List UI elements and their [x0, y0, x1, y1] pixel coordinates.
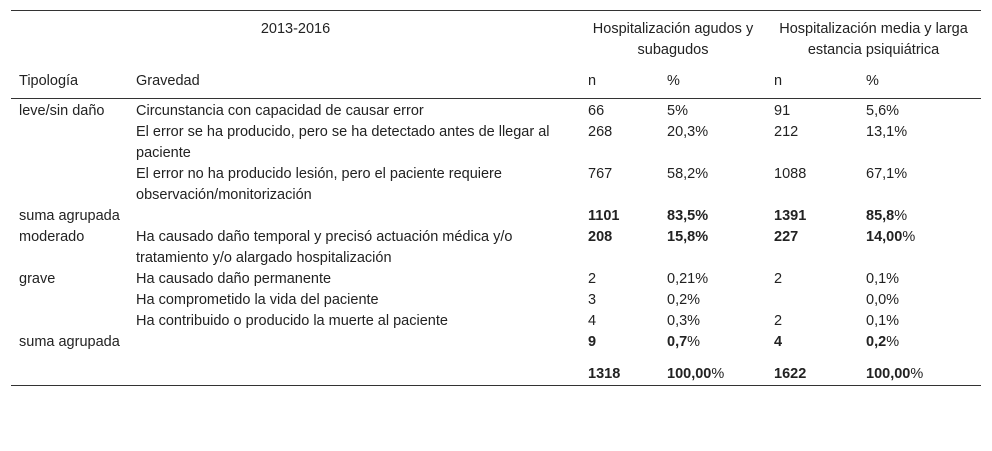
header-row-1 [11, 11, 981, 62]
p1-cell [659, 353, 766, 386]
p1-cell: 58,2% [667, 166, 709, 182]
p2-cell: 0,1% [866, 271, 900, 287]
p2-symbol: % [910, 366, 924, 382]
p1-symbol: % [695, 229, 709, 245]
n1-value: 1101 [588, 208, 620, 224]
p1-symbol: % [711, 366, 725, 382]
p1-cell [659, 227, 766, 269]
p2-value: 14,00 [866, 229, 903, 245]
n1-cell [580, 332, 659, 353]
table-row [11, 164, 981, 206]
n2-cell: 91 [774, 103, 791, 119]
n2-value: 227 [774, 229, 799, 245]
n1-cell: 3 [588, 292, 597, 308]
n2-cell: 1088 [774, 166, 807, 182]
gravedad-cell: Ha causado daño temporal y precisó actuación médica y/o tratamiento y/o alargado hospitalización [136, 229, 513, 266]
n1-cell: 66 [588, 103, 605, 119]
p2-symbol: % [886, 334, 900, 350]
tipologia-cell: suma agrupada [19, 208, 120, 224]
n2-cell [766, 290, 858, 311]
tipologia-cell: suma agrupada [19, 334, 120, 350]
n1-value: 208 [588, 229, 613, 245]
col-n2: n [774, 73, 783, 89]
gravedad-cell: Circunstancia con capacidad de causar error [136, 103, 424, 119]
gravedad-cell: Ha contribuido o producido la muerte al paciente [136, 313, 448, 329]
col-p2: % [866, 73, 879, 89]
p2-symbol: % [894, 208, 908, 224]
n2-cell: 2 [774, 271, 783, 287]
p1-cell: 0,2% [667, 292, 701, 308]
gravedad-cell: El error se ha producido, pero se ha detectado antes de llegar al paciente [136, 124, 550, 161]
n1-cell: 268 [588, 124, 613, 140]
p2-cell: 67,1% [866, 166, 908, 182]
p2-value: 0,2 [866, 334, 887, 350]
col-n1: n [588, 73, 597, 89]
col-tipologia: Tipología [19, 73, 79, 89]
p1-cell: 0,21% [667, 271, 709, 287]
table-row [11, 290, 981, 311]
n2-cell: 212 [774, 124, 799, 140]
gravedad-cell [128, 332, 580, 353]
gravedad-cell: El error no ha producido lesión, pero el paciente requiere observación/monitorización [136, 166, 502, 203]
p2-cell: 0,0% [866, 292, 900, 308]
p1-cell: 5% [667, 103, 688, 119]
p1-cell: 0,3% [667, 313, 701, 329]
p1-symbol: % [687, 334, 701, 350]
table-row-sum [11, 332, 981, 353]
col-p1: % [667, 73, 680, 89]
p2-cell [858, 332, 981, 353]
n2-value: 1391 [774, 208, 807, 224]
gravedad-cell: Ha causado daño permanente [136, 271, 332, 287]
n2-cell [766, 353, 858, 386]
n2-cell [766, 227, 858, 269]
gravedad-cell: Ha comprometido la vida del paciente [136, 292, 379, 308]
table-row [11, 311, 981, 332]
p2-cell [858, 227, 981, 269]
gravedad-cell [128, 206, 580, 227]
n1-cell: 767 [588, 166, 613, 182]
n1-cell [580, 227, 659, 269]
table-container [11, 10, 981, 386]
table-row-total [11, 353, 981, 386]
group1-header: Hospitalización agudos y subagudos [592, 21, 754, 58]
table-row [11, 99, 981, 123]
n2-cell: 2 [774, 313, 783, 329]
p1-value: 0,7 [667, 334, 688, 350]
table-row [11, 269, 981, 290]
n1-cell [580, 206, 659, 227]
table-row [11, 122, 981, 164]
group2-header: Hospitalización media y larga estancia psiquiátrica [779, 21, 968, 58]
p1-cell [659, 332, 766, 353]
n2-cell [766, 332, 858, 353]
p2-value: 100,00 [866, 366, 911, 382]
n2-value: 1622 [774, 366, 807, 382]
p1-value: 15,8 [667, 229, 696, 245]
p2-cell: 13,1% [866, 124, 908, 140]
header-row-2 [11, 61, 981, 99]
tipologia-cell: grave [19, 271, 56, 287]
period-header: 2013-2016 [260, 21, 331, 37]
p2-cell [858, 206, 981, 227]
n2-cell [766, 206, 858, 227]
n1-cell: 2 [588, 271, 597, 287]
p2-value: 85,8 [866, 208, 895, 224]
tipologia-cell [11, 353, 128, 386]
p1-symbol: % [695, 208, 709, 224]
p2-symbol: % [902, 229, 916, 245]
table-row [11, 227, 981, 269]
data-table [11, 10, 981, 386]
p2-cell: 5,6% [866, 103, 900, 119]
p1-value: 83,5 [667, 208, 696, 224]
p2-cell: 0,1% [866, 313, 900, 329]
tipologia-cell: leve/sin daño [19, 103, 105, 119]
gravedad-cell [128, 353, 580, 386]
n1-value: 1318 [588, 366, 621, 382]
p1-value: 100,00 [667, 366, 712, 382]
n1-cell: 4 [588, 313, 597, 329]
tipologia-cell: moderado [19, 229, 85, 245]
p2-cell [858, 353, 981, 386]
p1-cell [659, 206, 766, 227]
n1-cell [580, 353, 659, 386]
n2-value: 4 [774, 334, 783, 350]
p1-cell: 20,3% [667, 124, 709, 140]
col-gravedad: Gravedad [136, 73, 200, 89]
table-row-sum [11, 206, 981, 227]
n1-value: 9 [588, 334, 597, 350]
